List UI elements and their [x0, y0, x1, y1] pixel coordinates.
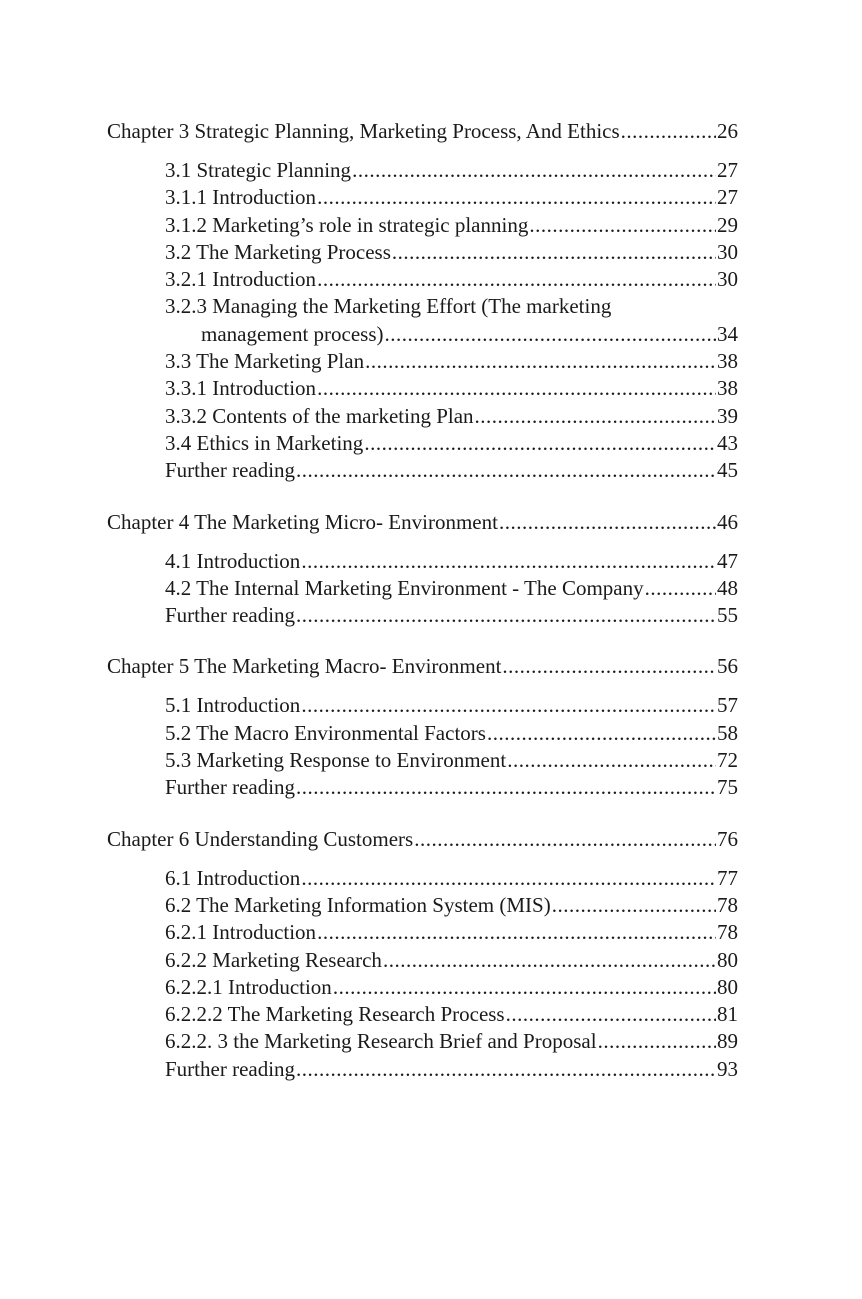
entry-page-number: 81: [717, 1002, 738, 1027]
toc-entry: [165, 919, 738, 946]
entry-title: Further reading: [165, 458, 296, 483]
toc-entry: [165, 375, 738, 402]
toc-entry: [165, 865, 738, 892]
dot-leader: [383, 947, 716, 974]
chapter-6: [107, 824, 738, 1083]
entry-title: 3.1.1 Introduction: [165, 185, 317, 210]
dot-leader: [598, 1028, 716, 1055]
dot-leader: [301, 692, 716, 719]
entry-page-number: 78: [717, 892, 738, 917]
entry-title: 6.2.1 Introduction: [165, 920, 317, 945]
toc-entry: [165, 266, 738, 293]
toc-entry: [165, 947, 738, 974]
toc-entry: [165, 348, 738, 375]
entry-page-number: 77: [717, 865, 738, 890]
entry-title: 6.2 The Marketing Information System (MIS): [165, 892, 551, 917]
dot-leader: [296, 457, 716, 484]
table-of-contents: [107, 116, 738, 1105]
entry-title: Further reading: [165, 603, 296, 628]
chapter-page-number: 46: [717, 509, 738, 534]
dot-leader: [621, 116, 716, 147]
entry-title: 3.1 Strategic Planning: [165, 158, 352, 182]
toc-entry: [165, 184, 738, 211]
dot-leader: [502, 651, 716, 682]
entry-title: 3.3 The Marketing Plan: [165, 349, 365, 374]
dot-leader: [352, 157, 716, 184]
chapter-page-number: 76: [717, 826, 738, 851]
chapter-title: Chapter 3 Strategic Planning, Marketing Process, And Ethics: [107, 119, 620, 143]
entry-page-number: 80: [717, 974, 738, 999]
toc-entry: [165, 157, 738, 184]
entry-page-number: 47: [717, 548, 738, 573]
chapter-heading: [107, 116, 738, 147]
dot-leader: [414, 824, 716, 855]
dot-leader: [529, 212, 716, 239]
dot-leader: [385, 321, 716, 348]
toc-entry: [165, 602, 738, 629]
toc-entry: [165, 974, 738, 1001]
dot-leader: [475, 403, 716, 430]
entry-page-number: 57: [717, 693, 738, 718]
entry-title: 3.3.2 Contents of the marketing Plan: [165, 403, 474, 428]
entry-page-number: 34: [717, 321, 738, 346]
toc-entry: [165, 1001, 738, 1028]
toc-entry: [165, 548, 738, 575]
entry-page-number: 58: [717, 720, 738, 745]
entry-title: 5.3 Marketing Response to Environment: [165, 748, 507, 773]
dot-leader: [317, 375, 716, 402]
dot-leader: [365, 348, 716, 375]
chapter-title: Chapter 4 The Marketing Micro- Environment: [107, 509, 498, 534]
dot-leader: [296, 602, 716, 629]
toc-entry: [165, 239, 738, 266]
entry-title: 4.2 The Internal Marketing Environment - The Company: [165, 575, 644, 600]
entry-title: 3.4 Ethics in Marketing: [165, 430, 364, 455]
entry-page-number: 45: [717, 458, 738, 483]
dot-leader: [507, 747, 716, 774]
entry-title: 3.3.1 Introduction: [165, 376, 317, 401]
chapter-4: [107, 507, 738, 630]
entry-title: 4.1 Introduction: [165, 548, 301, 573]
entry-page-number: 27: [717, 185, 738, 210]
entry-title: 6.2.2.1 Introduction: [165, 974, 332, 999]
dot-leader: [317, 266, 716, 293]
entry-page-number: 89: [717, 1029, 738, 1054]
entry-title: 6.2.2 Marketing Research: [165, 947, 382, 972]
dot-leader: [645, 575, 716, 602]
dot-leader: [552, 892, 716, 919]
entry-page-number: 30: [717, 267, 738, 292]
entry-page-number: 75: [717, 775, 738, 800]
entry-title: 5.2 The Macro Environmental Factors: [165, 720, 486, 745]
entry-page-number: 30: [717, 239, 738, 264]
entry-title: Further reading: [165, 1056, 296, 1081]
entry-title: 3.2.1 Introduction: [165, 267, 317, 292]
dot-leader: [317, 919, 716, 946]
chapter-title: Chapter 6 Understanding Customers: [107, 826, 414, 851]
toc-entry: [165, 1056, 738, 1083]
dot-leader: [364, 430, 716, 457]
entry-page-number: 29: [717, 212, 738, 237]
chapter-heading: [107, 651, 738, 682]
entry-page-number: 43: [717, 430, 738, 455]
dot-leader: [296, 1056, 716, 1083]
toc-entry: [165, 403, 738, 430]
chapter-page-number: 56: [717, 654, 738, 679]
entry-title: Further reading: [165, 775, 296, 800]
toc-entry: [165, 457, 738, 484]
entry-page-number: 27: [717, 158, 738, 182]
entry-title-first-line: 3.2.3 Managing the Marketing Effort (The marketing: [165, 294, 612, 319]
entry-page-number: 48: [717, 575, 738, 600]
entry-title: 6.2.2. 3 the Marketing Research Brief and Proposal: [165, 1029, 597, 1054]
chapter-title: Chapter 5 The Marketing Macro- Environment: [107, 654, 502, 679]
dot-leader: [506, 1001, 716, 1028]
dot-leader: [301, 865, 716, 892]
chapter-heading: [107, 824, 738, 855]
entry-page-number: 55: [717, 603, 738, 628]
chapter-heading: [107, 507, 738, 538]
entry-title: 3.1.2 Marketing’s role in strategic planning: [165, 212, 529, 237]
entry-title: 6.2.2.2 The Marketing Research Process: [165, 1002, 505, 1027]
toc-entry: [165, 692, 738, 719]
toc-entry: [165, 430, 738, 457]
chapter-5: [107, 651, 738, 801]
entry-page-number: 38: [717, 376, 738, 401]
dot-leader: [499, 507, 716, 538]
toc-entry: [165, 1028, 738, 1055]
dot-leader: [487, 720, 716, 747]
toc-entry: [165, 212, 738, 239]
dot-leader: [333, 974, 716, 1001]
entry-title: 3.2 The Marketing Process: [165, 239, 391, 264]
toc-entry: [165, 720, 738, 747]
entry-page-number: 93: [717, 1056, 738, 1081]
chapter-page-number: 26: [717, 119, 738, 143]
chapter-3: [107, 116, 738, 485]
dot-leader: [296, 774, 716, 801]
toc-entry-continuation: [201, 321, 738, 348]
toc-entry: [165, 892, 738, 919]
entry-page-number: 78: [717, 920, 738, 945]
entry-title: 5.1 Introduction: [165, 693, 301, 718]
toc-entry: [165, 774, 738, 801]
entry-page-number: 80: [717, 947, 738, 972]
dot-leader: [392, 239, 716, 266]
entry-page-number: 39: [717, 403, 738, 428]
toc-entry: [165, 575, 738, 602]
toc-entry: [165, 747, 738, 774]
dot-leader: [301, 548, 716, 575]
entry-page-number: 72: [717, 748, 738, 773]
entry-title: 6.1 Introduction: [165, 865, 301, 890]
entry-title-continuation: management process): [201, 321, 384, 346]
dot-leader: [317, 184, 716, 211]
entry-page-number: 38: [717, 349, 738, 374]
